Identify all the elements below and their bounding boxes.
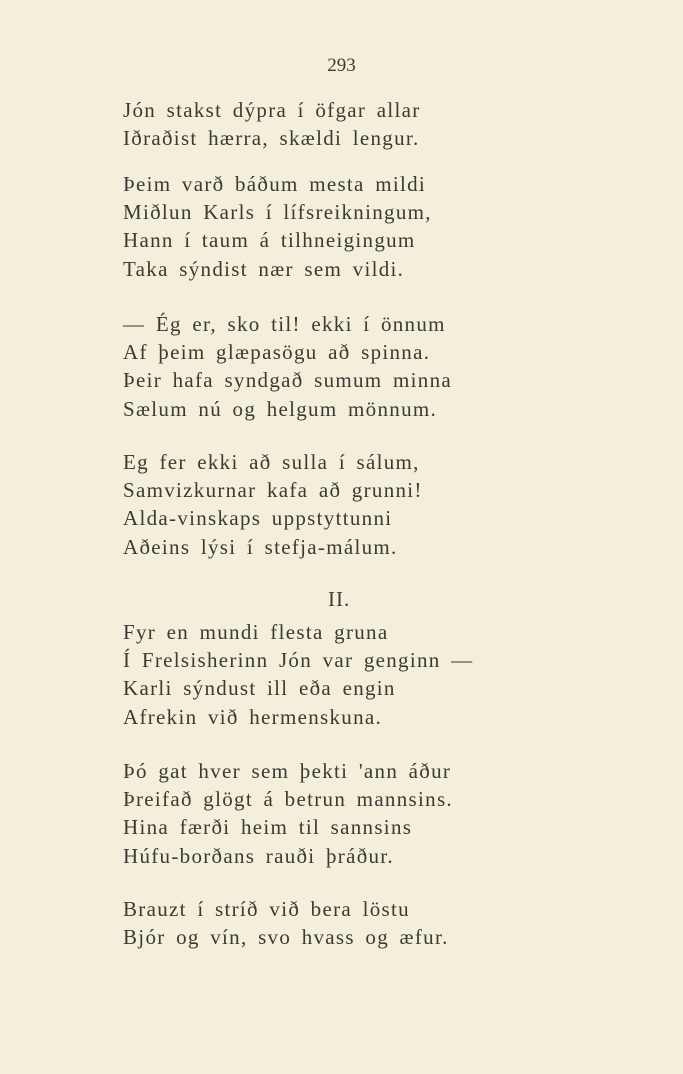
verse-line: Alda-vinskaps uppstyttunni — [123, 506, 393, 531]
verse-line: Iðraðist hærra, skældi lengur. — [123, 126, 420, 151]
verse-line: Miðlun Karls í lífsreikningum, — [123, 200, 432, 225]
verse-line: Sælum nú og helgum mönnum. — [123, 396, 438, 421]
verse-line: Þeir hafa syndgað sumum minna — [123, 368, 452, 393]
verse-line: Þeim varð báðum mesta mildi — [123, 172, 427, 196]
verse-line: Taka sýndist nær sem vildi. — [123, 256, 405, 281]
stanza-4 — [123, 448, 423, 561]
verse-line: Hina færði heim til sannsins — [123, 815, 413, 840]
verse-line: Húfu-borðans rauði þráður. — [123, 843, 394, 868]
stanza-6 — [123, 757, 453, 870]
stanza-5 — [123, 618, 473, 731]
verse-line: Samvizkurnar kafa að grunni! — [123, 478, 423, 503]
page-number — [0, 55, 683, 77]
verse-line: Hann í taum á tilhneigingum — [123, 228, 416, 253]
stanza-3 — [123, 310, 452, 423]
verse-line: Eg fer ekki að sulla í sálum, — [123, 450, 420, 474]
page-number-text: 293 — [327, 55, 356, 76]
verse-line: Karli sýndust ill eða engin — [123, 676, 396, 701]
verse-line: Brauzt í stríð við bera löstu — [123, 897, 410, 921]
verse-line: Þreifað glögt á betrun mannsins. — [123, 787, 453, 812]
verse-line: Bjór og vín, svo hvass og æfur. — [123, 925, 449, 950]
stanza-7 — [123, 895, 449, 951]
stanza-2 — [123, 170, 432, 283]
verse-line: Aðeins lýsi í stefja-málum. — [123, 534, 398, 559]
verse-line: Í Frelsisherinn Jón var genginn — — [123, 648, 474, 673]
verse-line: Afrekin við hermenskuna. — [123, 704, 383, 729]
section-heading: II. — [328, 587, 351, 611]
verse-line: Þó gat hver sem þekti 'ann áður — [123, 759, 452, 783]
verse-line: — Ég er, sko til! ekki í önnum — [123, 312, 446, 336]
verse-line: Jón stakst dýpra í öfgar allar — [123, 98, 421, 122]
verse-line: Af þeim glæpasögu að spinna. — [123, 340, 431, 365]
verse-line: Fyr en mundi flesta gruna — [123, 620, 389, 644]
stanza-1 — [123, 96, 421, 152]
